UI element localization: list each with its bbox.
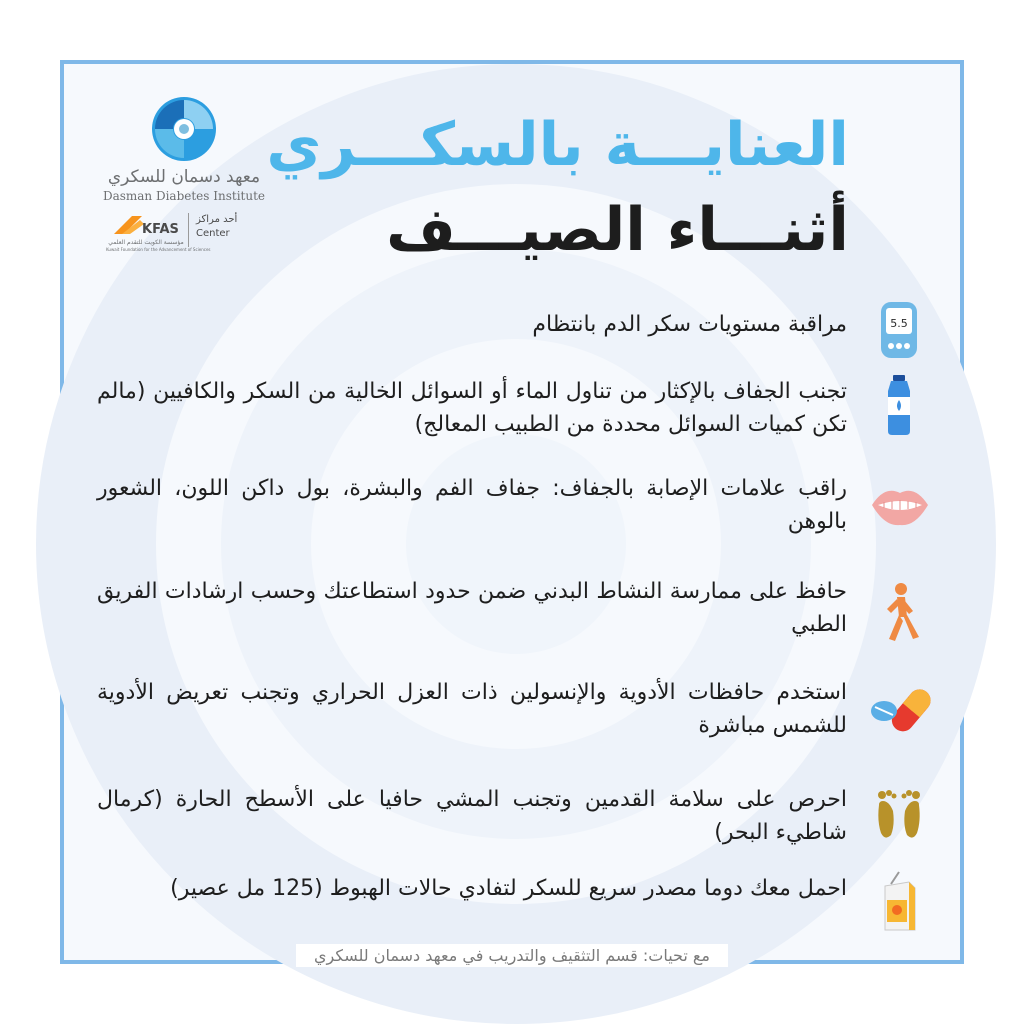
logo-block <box>84 89 284 269</box>
tip-text: احمل معك دوما مصدر سريع للسكر لتفادي حالات الهبوط (125 مل عصير) <box>170 876 847 901</box>
title-line-2: أثنـــاء الصيـــف <box>386 195 849 265</box>
tip-text: تجنب الجفاف بالإكثار من تناول الماء أو السوائل الخالية من السكر والكافيين (مالم تكن كميات السوائل محددة من الطبيب المعالج) <box>97 379 847 437</box>
svg-text:5.5: 5.5 <box>890 317 908 330</box>
kfas-logo-icon <box>112 212 146 238</box>
water-bottle-icon <box>869 372 929 438</box>
footer <box>0 944 1024 984</box>
tip-text: استخدم حافظات الأدوية والإنسولين ذات العزل الحراري وتجنب تعريض الأدوية للشمس مباشرة <box>97 680 847 738</box>
kfas-sub-arabic: مؤسسة الكويت للتقدم العلمي <box>108 239 184 246</box>
tip-text: راقب علامات الإصابة بالجفاف: جفاف الفم والبشرة، بول داكن اللون، الشعور بالوهن <box>97 476 847 534</box>
title-line-1: العنايـــة بالسكـــري <box>266 110 849 180</box>
dry-lips-icon <box>867 475 933 535</box>
footer-text: مع تحيات: قسم التثقيف والتدريب في معهد دسمان للسكري <box>296 944 728 967</box>
walking-person-icon <box>869 583 929 643</box>
kfas-sub-english: Kuwait Foundation for the Advancement of Sciences <box>106 247 211 252</box>
tip-text: حافظ على ممارسة النشاط البدني ضمن حدود استطاعتك وحسب ارشادات الفريق الطبي <box>97 579 847 637</box>
institute-name-english: Dasman Diabetes Institute <box>102 189 266 203</box>
juice-box-icon <box>869 865 929 935</box>
tip-text: احرص على سلامة القدمين وتجنب المشي حافيا على الأسطح الحارة (كرمال شاطيء البحر) <box>97 787 847 845</box>
center-english: Center <box>196 228 230 239</box>
pills-icon <box>865 681 935 741</box>
institute-name-arabic: معهد دسمان للسكري <box>107 167 261 187</box>
tip-text: مراقبة مستويات سكر الدم بانتظام <box>532 312 847 337</box>
logo-divider <box>188 213 189 247</box>
kfas-text: KFAS <box>142 222 179 237</box>
dasman-logo-icon <box>149 94 219 164</box>
glucose-meter-icon <box>869 300 929 360</box>
footprints-icon <box>869 778 929 844</box>
center-arabic: أحد مراكز <box>196 214 238 225</box>
